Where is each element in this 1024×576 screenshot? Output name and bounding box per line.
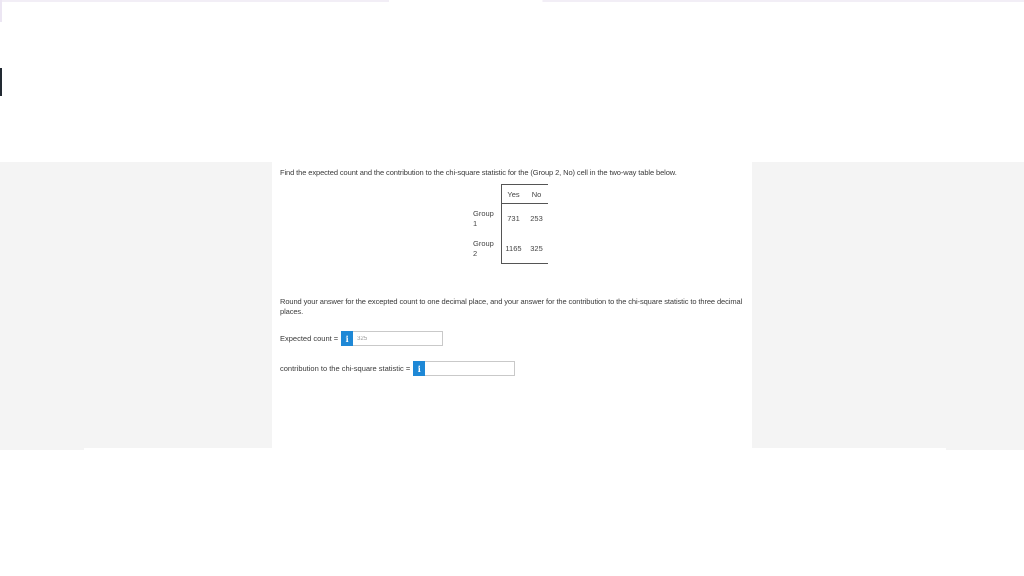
- table-header-row: [471, 185, 548, 204]
- question-prompt: Find the expected count and the contribution to the chi-square statistic for the (Group 2, No) cell in the two-way table below.: [280, 168, 677, 177]
- info-icon[interactable]: i: [341, 331, 353, 346]
- contribution-label: contribution to the chi-square statistic =: [280, 364, 411, 373]
- background-band: [946, 428, 1024, 450]
- question-panel: [272, 162, 752, 382]
- top-edge-strip: [0, 0, 1024, 2]
- left-edge-marker: [0, 68, 2, 96]
- two-way-table: [471, 184, 548, 264]
- row-label-line1: Group: [473, 238, 494, 248]
- background-band: [868, 382, 1024, 430]
- table-row: [471, 234, 548, 264]
- left-edge-marker-faint: [0, 0, 2, 22]
- row-label-line2: 1: [473, 218, 478, 228]
- column-header-yes: Yes: [502, 185, 526, 204]
- cell-group1-yes: 731: [502, 204, 526, 234]
- rounding-instructions: Round your answer for the excepted count to one decimal place, and your answer for the contribution to the chi-square statistic to three decimal places.: [280, 297, 743, 316]
- expected-count-input[interactable]: [353, 331, 443, 346]
- background-band: [0, 428, 84, 450]
- column-header-no: No: [525, 185, 548, 204]
- contribution-input[interactable]: [425, 361, 515, 376]
- cell-group2-no: 325: [525, 234, 548, 264]
- cell-group1-no: 253: [530, 214, 543, 224]
- expected-count-label: Expected count =: [280, 334, 339, 343]
- background-band: [0, 382, 214, 430]
- row-label-group-1: [471, 204, 502, 234]
- table-corner: [471, 185, 502, 204]
- row-label-line2: 2: [473, 248, 478, 258]
- two-way-table-container: [471, 184, 548, 264]
- row-label-group-2: [471, 234, 502, 264]
- contribution-row: [280, 361, 515, 376]
- row-label-line1: Group: [473, 208, 494, 218]
- info-icon[interactable]: i: [413, 361, 425, 376]
- cell-group2-yes: 1165: [502, 234, 526, 264]
- expected-count-row: [280, 331, 443, 346]
- table-row: [471, 204, 548, 234]
